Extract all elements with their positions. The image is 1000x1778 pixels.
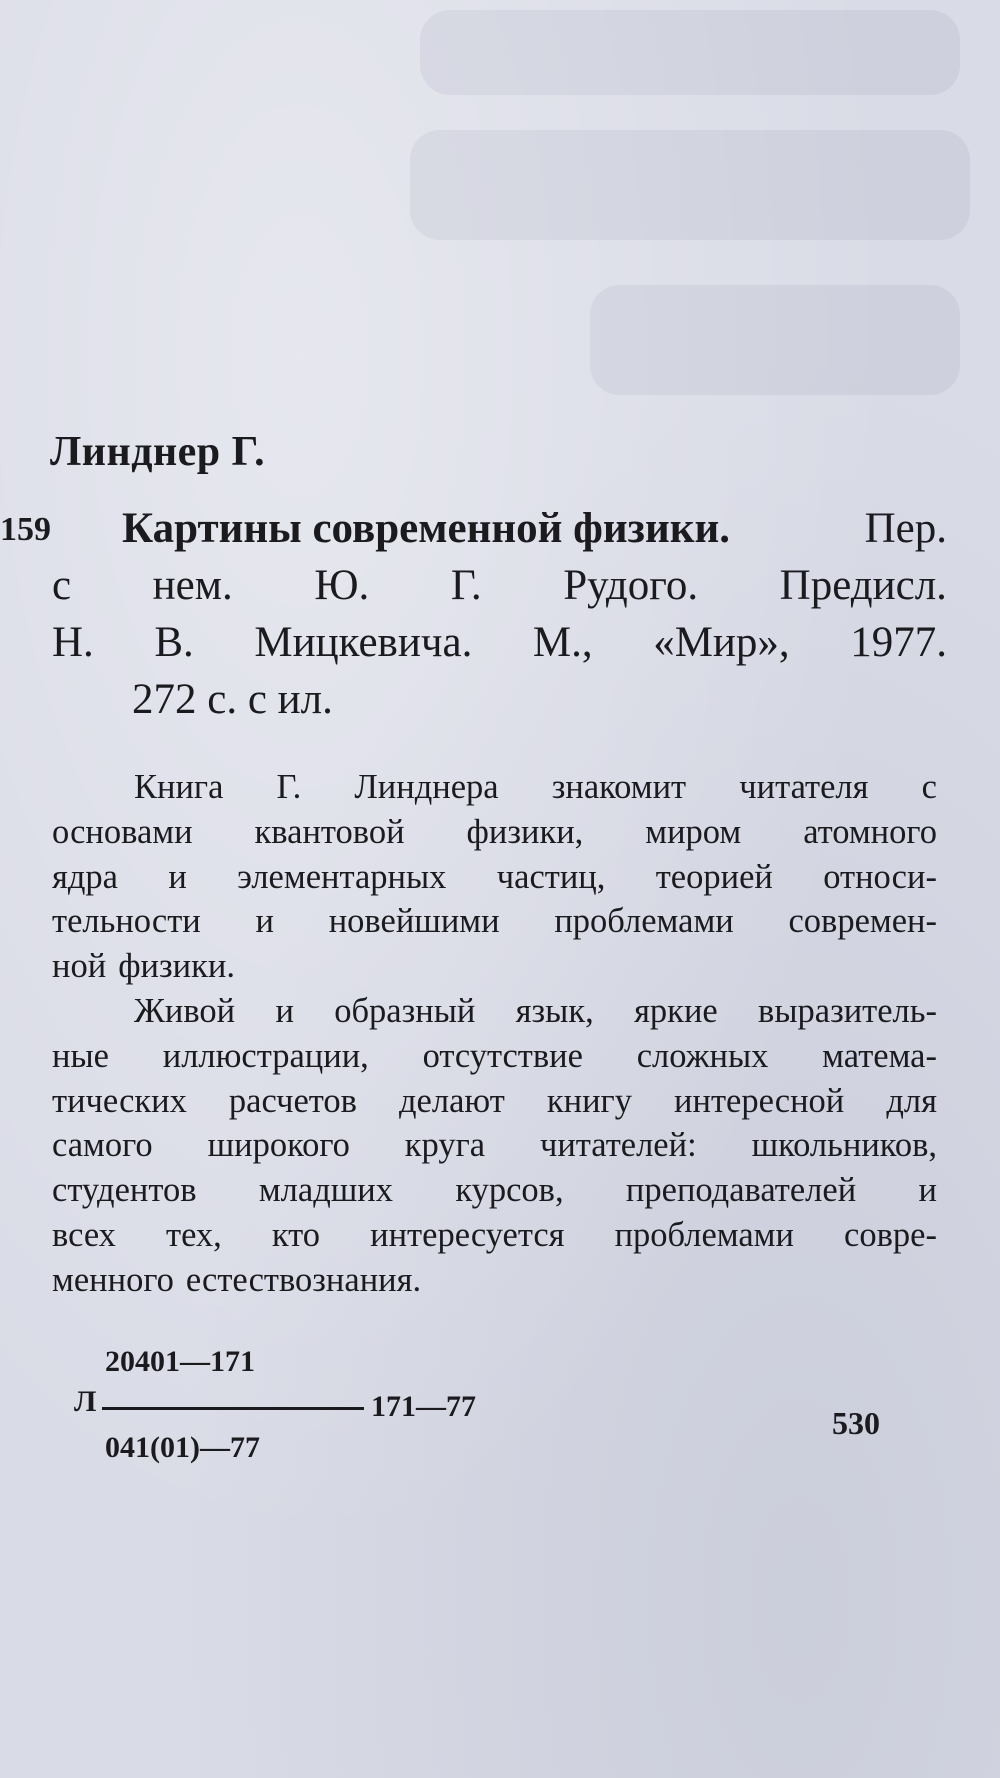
abstract-word: ной — [52, 947, 107, 986]
biblio-word: В. — [154, 619, 194, 666]
abstract-word: атомного — [803, 812, 937, 851]
abstract-line — [52, 1213, 937, 1258]
abstract-word: книгу — [546, 1081, 632, 1120]
abstract-word: тических — [52, 1081, 187, 1120]
abstract-word: миром — [645, 812, 742, 851]
abstract-word: и — [168, 857, 187, 896]
abstract-word: образный — [334, 991, 476, 1030]
abstract-word: Живой — [134, 991, 236, 1030]
show-through-texture — [410, 0, 970, 420]
catalog-code-suffix: 171—77 — [371, 1390, 476, 1423]
abstract-word: Г. — [276, 768, 302, 806]
abstract-word: читателя — [739, 768, 869, 806]
biblio-word: Пер. — [864, 505, 947, 552]
abstract-word: расчетов — [228, 1081, 357, 1120]
page-count: 272 с. с ил. — [132, 676, 333, 723]
abstract-word: и — [275, 991, 294, 1030]
biblio-line — [52, 557, 947, 614]
abstract-word: физики, — [466, 812, 584, 851]
biblio-word: Ю. — [314, 562, 370, 609]
biblio-word: Рудого. — [563, 562, 699, 609]
abstract-word: преподавателей — [625, 1171, 857, 1210]
abstract-word: знакомит — [551, 768, 687, 806]
bibliographic-entry — [52, 500, 947, 728]
abstract-word: и — [918, 1171, 937, 1210]
abstract-word: всех — [52, 1215, 116, 1254]
catalog-number: 159 — [0, 511, 51, 548]
abstract-word: проблемами — [554, 902, 734, 941]
abstract-word: ядра — [52, 857, 118, 896]
biblio-word: Н. — [52, 619, 94, 666]
abstract-line — [52, 1168, 937, 1213]
abstract-word: с — [921, 768, 937, 806]
abstract-line — [52, 810, 937, 855]
abstract-word: частиц, — [496, 857, 606, 896]
abstract-word: широкого — [207, 1126, 350, 1165]
abstract-line — [52, 1034, 937, 1079]
author-name: Линднер Г. — [50, 429, 266, 475]
abstract-line — [52, 1079, 937, 1124]
biblio-word: нем. — [152, 562, 233, 609]
abstract-line — [52, 989, 937, 1034]
abstract-word: проблемами — [614, 1215, 794, 1254]
abstract-word: кто — [271, 1215, 321, 1254]
biblio-word: М., — [532, 619, 593, 666]
price-code: 530 — [832, 1405, 880, 1441]
biblio-word: с — [52, 562, 72, 609]
abstract-word: матема- — [822, 1036, 937, 1075]
biblio-word: Г. — [450, 562, 482, 609]
abstract-word: сложных — [636, 1036, 769, 1075]
book-title: Картины современной физики. — [122, 505, 731, 552]
book-abstract — [52, 765, 937, 1303]
abstract-word: новейшими — [328, 902, 500, 941]
abstract-line — [52, 855, 937, 900]
catalog-code-denominator: 041(01)—77 — [105, 1431, 260, 1464]
abstract-word: тельности — [52, 902, 201, 941]
abstract-line — [52, 944, 937, 989]
abstract-word: курсов, — [455, 1171, 564, 1210]
abstract-word: совре- — [844, 1215, 937, 1254]
biblio-word: «Мир», — [653, 619, 790, 666]
abstract-word: интересуется — [370, 1215, 565, 1254]
abstract-word: выразитель- — [758, 991, 937, 1030]
abstract-word: и — [255, 902, 274, 941]
abstract-line — [52, 1123, 937, 1168]
abstract-word: школьников, — [751, 1126, 937, 1165]
abstract-word: для — [886, 1081, 937, 1120]
abstract-word: иллюстрации, — [162, 1036, 369, 1075]
abstract-word: элементарных — [237, 857, 447, 896]
abstract-word: делают — [399, 1081, 505, 1120]
abstract-word: физики. — [118, 947, 235, 986]
abstract-word: яркие — [634, 991, 718, 1030]
abstract-word: язык, — [515, 991, 594, 1030]
abstract-word: интересной — [674, 1081, 845, 1120]
abstract-word: Книга — [134, 768, 224, 806]
biblio-line — [52, 614, 947, 671]
abstract-word: относи- — [823, 857, 937, 896]
abstract-word: менного — [52, 1260, 174, 1299]
biblio-line — [52, 500, 947, 557]
abstract-line — [52, 899, 937, 944]
abstract-word: современ- — [788, 902, 937, 941]
abstract-word: самого — [52, 1126, 153, 1165]
abstract-word: круга — [404, 1126, 486, 1165]
biblio-word: Предисл. — [779, 562, 947, 609]
fraction-rule — [102, 1407, 364, 1410]
abstract-line — [52, 1258, 937, 1303]
abstract-word: естествознания. — [185, 1260, 422, 1299]
catalog-code — [74, 1345, 494, 1475]
abstract-word: читателей: — [539, 1126, 697, 1165]
catalog-code-letter: Л — [74, 1385, 97, 1418]
abstract-word: ные — [52, 1036, 109, 1075]
abstract-word: теорией — [655, 857, 773, 896]
catalog-code-numerator: 20401—171 — [105, 1345, 255, 1378]
abstract-word: Линднера — [354, 768, 499, 806]
biblio-word: 1977. — [850, 619, 947, 666]
abstract-line — [52, 765, 937, 810]
abstract-word: студентов — [52, 1171, 197, 1210]
abstract-word: младших — [258, 1171, 394, 1210]
abstract-word: квантовой — [254, 812, 405, 851]
abstract-word: тех, — [166, 1215, 222, 1254]
abstract-word: отсутствие — [422, 1036, 583, 1075]
biblio-word: Мицкевича. — [254, 619, 473, 666]
abstract-word: основами — [52, 812, 193, 851]
